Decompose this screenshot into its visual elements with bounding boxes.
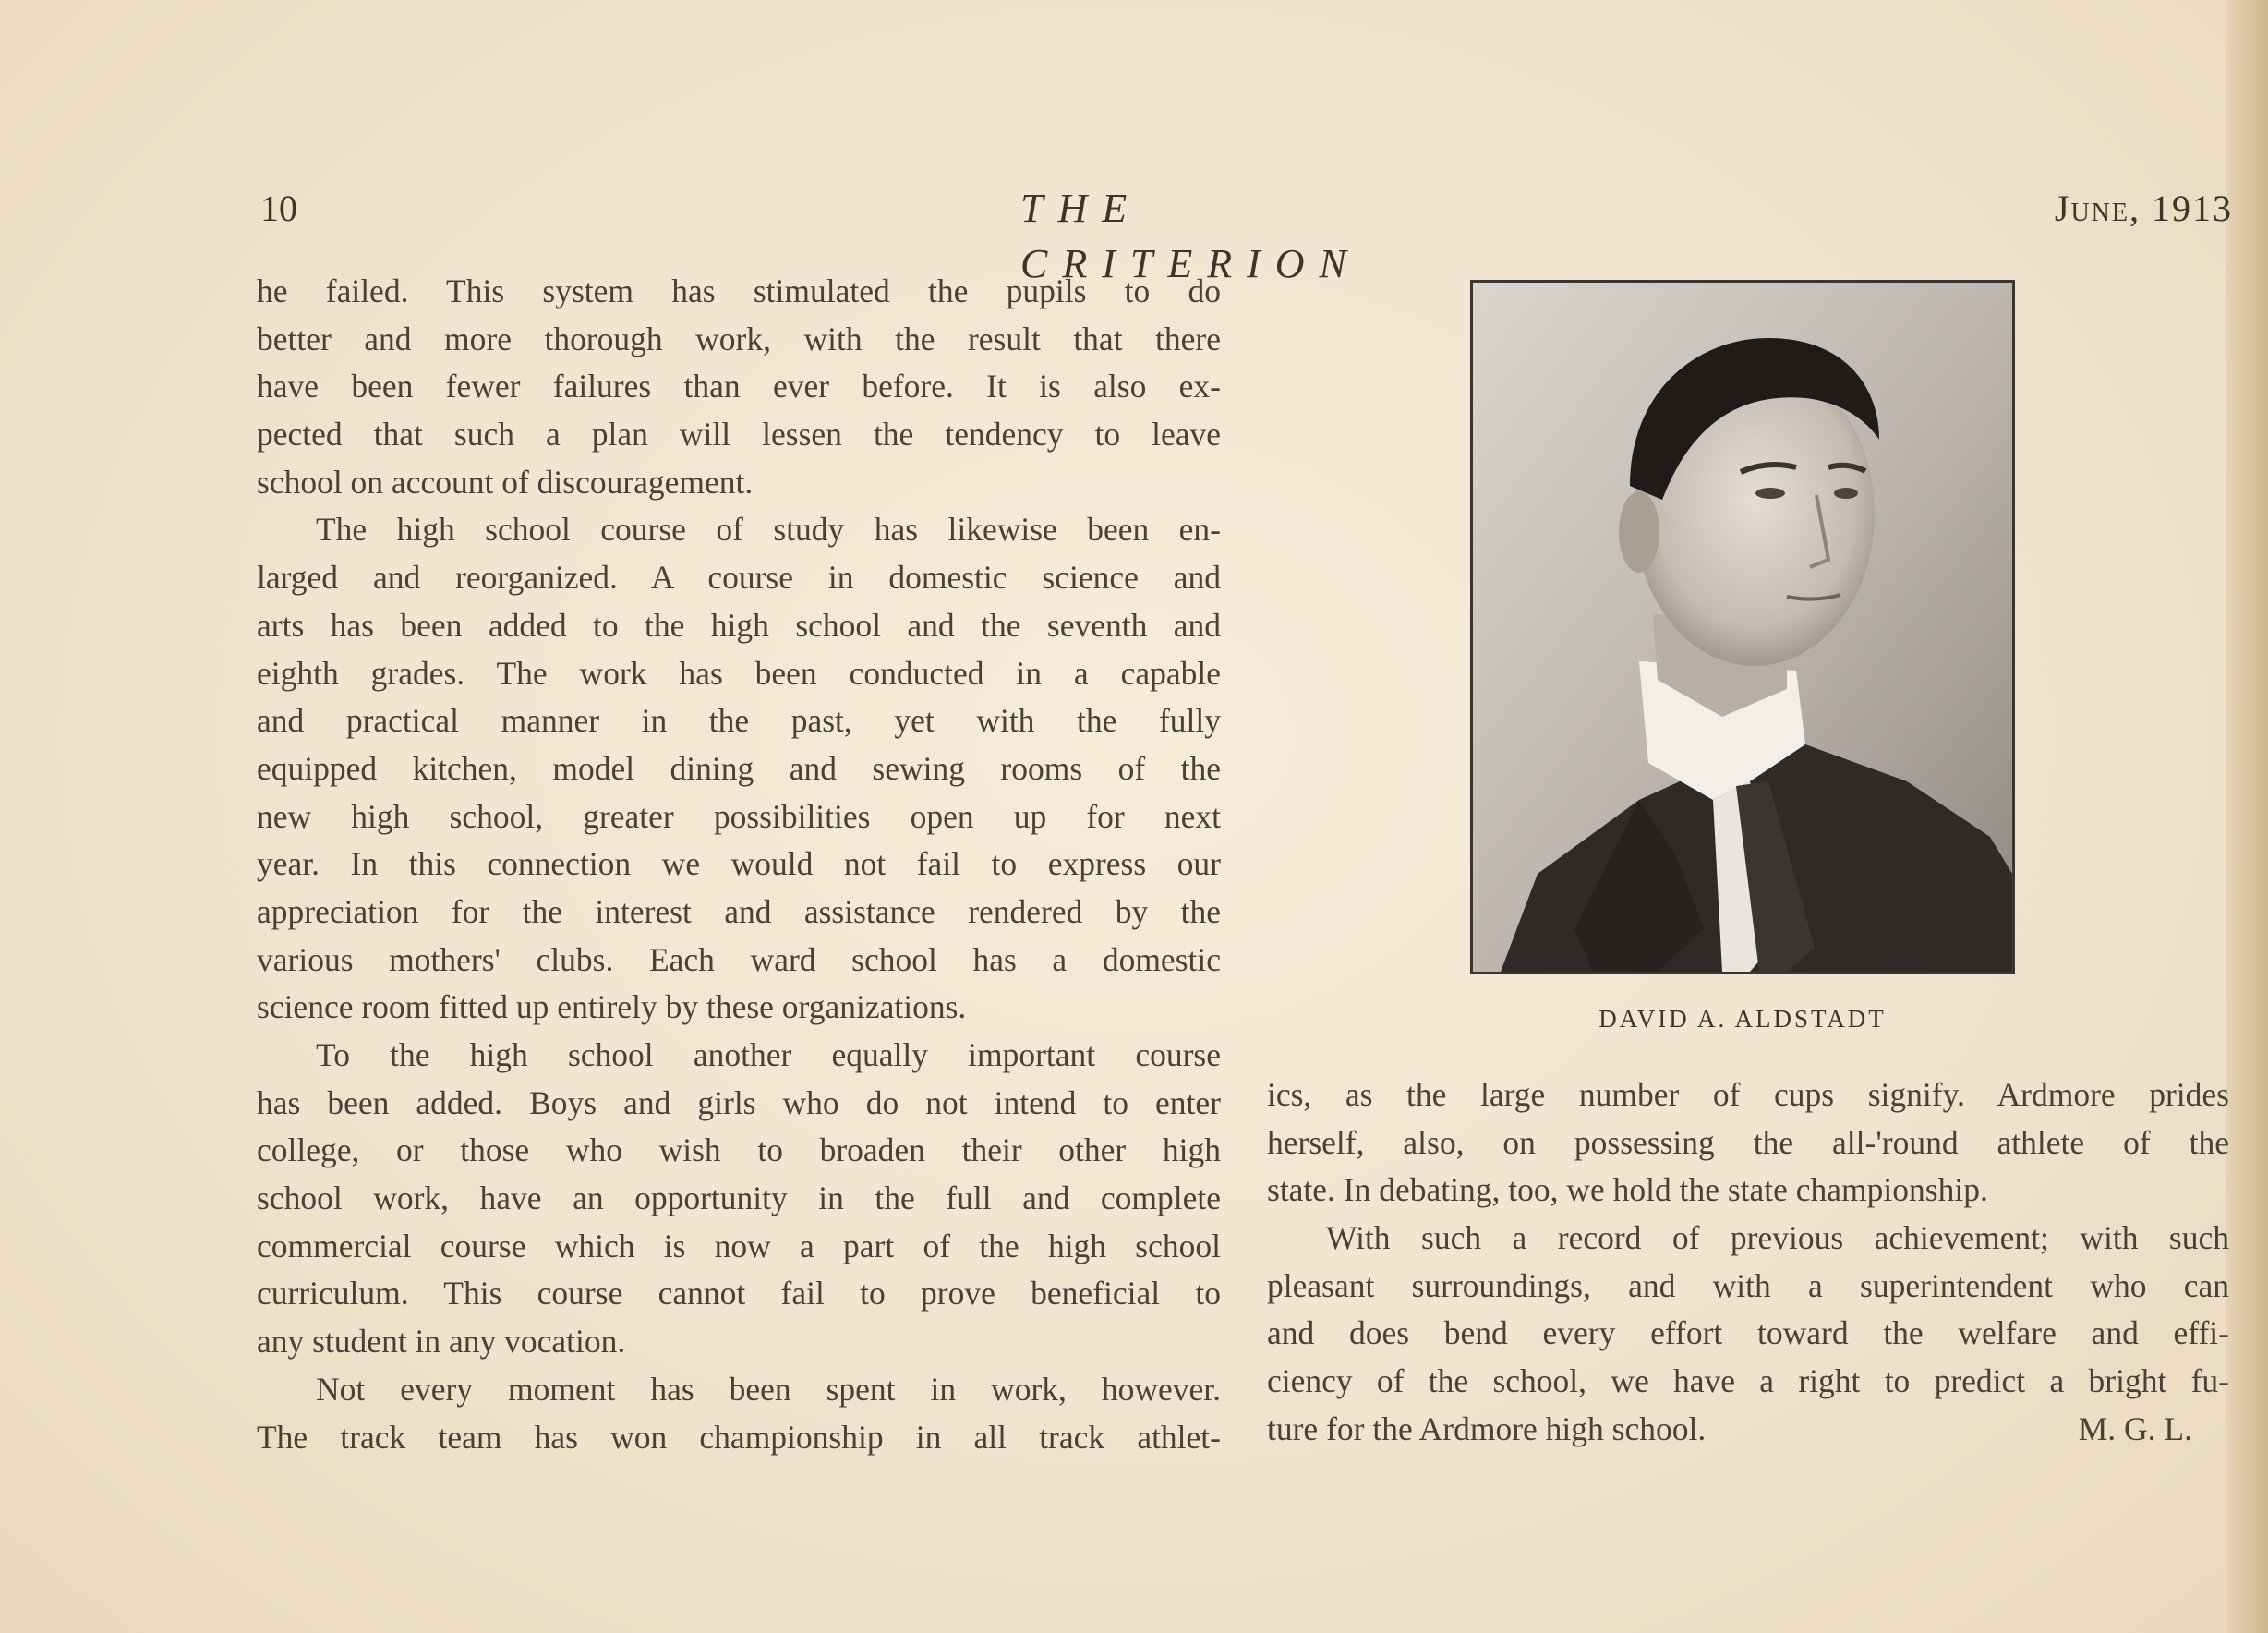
journal-title: THE CRITERION [1020,186,1361,286]
right-column [1267,1071,2229,1454]
text-line: any student in any vocation. [257,1323,626,1361]
text-line: The track team has won championship in all track athlet- [257,1418,1221,1456]
text-line: science room fitted up entirely by these organizations. [257,988,967,1026]
text-line: year. In this connection we would not fail to express our [257,845,1221,883]
text-line: pected that such a plan will lessen the tendency to leave [257,416,1221,454]
portrait-caption: DAVID A. ALDSTADT [1598,1005,1887,1033]
text-line: ture for the Ardmore high school. [1267,1409,1707,1447]
text-line: pleasant surroundings, and with a superintendent who can [1267,1266,2229,1304]
page-number: 10 [260,187,297,229]
text-line: appreciation for the interest and assistance rendered by the [257,892,1221,930]
author-initials: M. G. L. [2078,1409,2192,1447]
text-line: various mothers' clubs. Each ward school has a domestic [257,940,1221,978]
text-line: To the high school another equally important course [316,1036,1221,1073]
text-line: college, or those who wish to broaden their other high [257,1131,1221,1169]
text-line: school work, have an opportunity in the full and complete [257,1179,1221,1217]
text-line: commercial course which is now a part of the high school [257,1227,1221,1264]
text-line: arts has been added to the high school and the seventh and [257,606,1221,644]
text-line: new high school, greater possibilities open up for next [257,797,1221,835]
text-line: and practical manner in the past, yet with the fully [257,702,1221,740]
issue-date: June, 1913 [2054,187,2233,229]
text-line: With such a record of previous achievement; with such [1326,1219,2229,1257]
text-line: has been added. Boys and girls who do not intend to enter [257,1083,1221,1121]
text-line: curriculum. This course cannot fail to prove beneficial to [257,1275,1221,1312]
text-line: equipped kitchen, model dining and sewing rooms of the [257,749,1221,787]
text-line: and does bend every effort toward the welfare and effi- [1267,1314,2229,1352]
text-line: better and more thorough work, with the result that there [257,320,1221,357]
text-line: larged and reorganized. A course in domestic science and [257,559,1221,597]
closing-line [1267,1406,2229,1454]
page-edge [2226,0,2268,1633]
portrait-photo [1470,280,2015,974]
text-line: school on account of discouragement. [257,463,754,501]
text-line: eighth grades. The work has been conducted in a capable [257,654,1221,692]
text-line: state. In debating, too, we hold the state championship. [1267,1171,1988,1209]
text-line: herself, also, on possessing the all-'round athlete of the [1267,1123,2229,1161]
text-line: ciency of the school, we have a right to predict a bright fu- [1267,1362,2229,1400]
left-column [257,268,1221,1461]
text-line: have been fewer failures than ever before. It is also ex- [257,368,1221,405]
portrait-illustration [1473,283,2012,972]
text-line: ics, as the large number of cups signify. Ardmore prides [1267,1076,2229,1113]
text-line: he failed. This system has stimulated the pupils to do [257,272,1221,309]
text-line: The high school course of study has likewise been en- [316,511,1221,549]
text-line: Not every moment has been spent in work, however. [316,1370,1221,1408]
